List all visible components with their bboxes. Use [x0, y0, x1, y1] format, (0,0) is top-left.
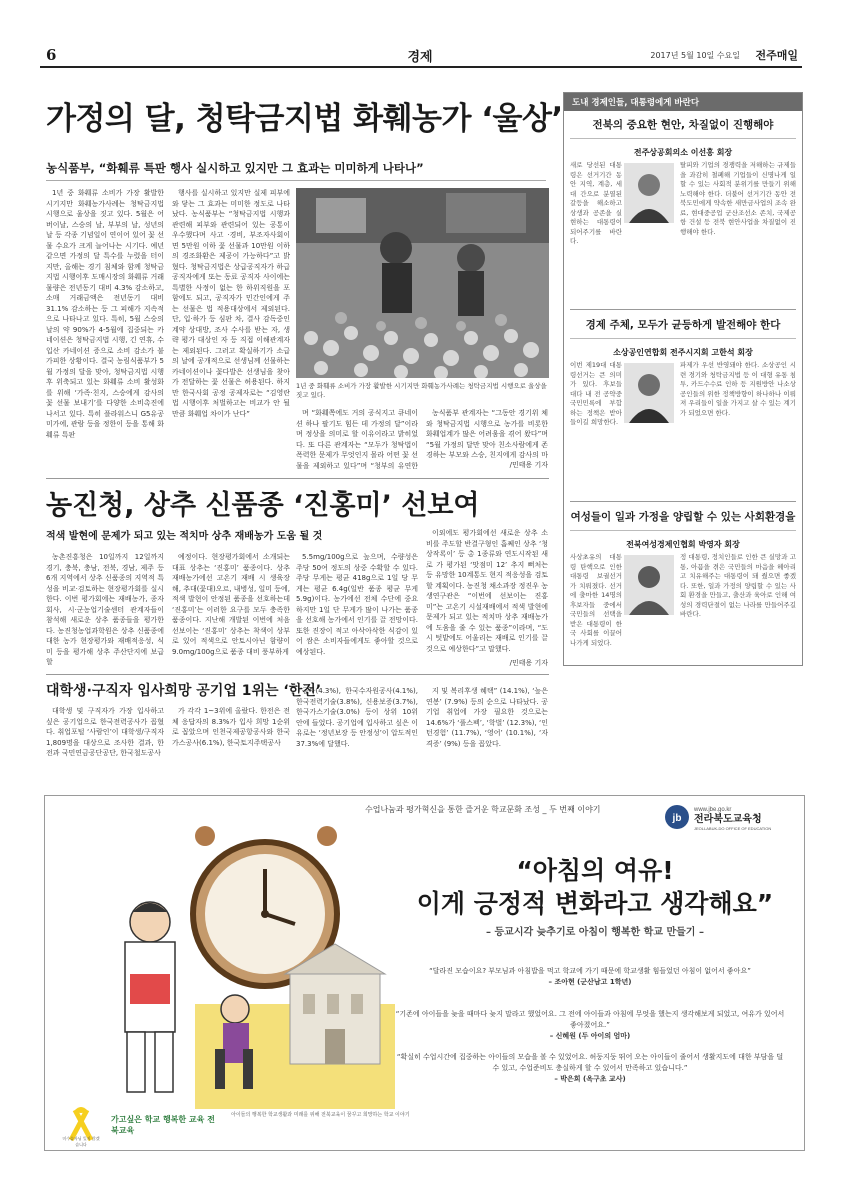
- sidebar-economists: [563, 92, 803, 666]
- article2-column-4: 이외에도 평가회에선 새로운 상추 소비를 주도할 반결구형인 흡쩨인 상추 ‘청상작록이’ 등 총 1종류와 연도시작된 새로 가 평가된 ‘맛점미 12’ 추지 뻐처는 등 유망한 10계통도 현지 적응성을 검토할 계획이다. 농진청 채소과장 정진우 농생연구관은 “이번에 선보이는 진홍미”는 고온기 시설재배에서 적색 발현에 문제가 되고 있는 적치마 상추 재배농가에 도움을 줄 수 있는 품종”이라며, “도시 텃밭에도 어울리는 재배로 인기를 끌 것으로 예상한다”고 말했다.: [426, 529, 548, 653]
- article2-byline: /민태용 기자: [509, 659, 548, 667]
- ad-top-text: 수업나눔과 평가혁신을 통한 즐거운 학교문화 조성 _ 두 번째 이야기: [365, 805, 601, 814]
- education-office-logo: [664, 802, 794, 832]
- portrait-photo: [624, 555, 674, 615]
- article1-column-1: 1년 중 화훼류 소비가 가장 활발한 시기지만 화훼농가사례는 청탁금지법 시행으로 울상을 짓고 있다. 5월은 어버이날, 스승의 날, 부부의 날, 성년의 날 등 각종 기념일이 연이어 있어 꽃 선물 수요가 크게 늘어나는 시기다. 예년 같으면 가정의 달 특수를 누렸을 터이지만, 올해는 경기 침체와 함께 청탁금지법 시행이후 도매시장의 화훼류 거래물량은 전년동기 대비 4.3% 감소하고, 소매 거래금액은 전년동기 대비 31.1% 감소하는 등 그 피해가 지속적으로 나타나고 있다. 특히, 5월 스승의날의 약 90%가 4-5월에 집중되는 카네이션은 청탁금지법 시행, 긴 연휴, 수입산 카네이션 증으로 소비 감소가 불가피한 상황이다. 결국 농림식품부가 5월 가정의 달을 맞아, 청탁금지법 시행 후 위축되고 있는 화훼류 소비 활성화를 위해 ‘가족·친지, 스승에게 감사의 꽃 선물 보내기’를 다양한 소비촉진에 나서고 있다. 특히 플라워스니 G5유공미가에, 관람 등을 정한이 등을 통해 화훼류 특판: [46, 189, 164, 439]
- article3-column-1: 대학생 및 구직자가 가장 입사하고 싶은 공기업으로 한국전력공사가 꼽혔다. 취업포털 ‘사람인’이 대학생/구직자 1,809명을 대상으로 조사한 결과, 한전과 국민연금공단공단, 한국철도공사: [46, 707, 164, 757]
- article1-photo: [296, 188, 549, 378]
- article-divider: [46, 478, 549, 479]
- article1-column-4: 농식품부 관계자는 “그동안 경기위 체와 청탁금지법 시행으로 농가를 비롯한 화훼업계가 많은 어려움을 겪어 왔다”며 “5월 가정의 달만 맞아 친소사람에게 존경하는 부모와 스승, 친지에게 감사의 마: [426, 409, 548, 459]
- ad-footer: [61, 1106, 481, 1147]
- paper-name: 전주매일: [755, 49, 798, 62]
- ad-quote-2: “기존에 아이들을 늦을 때마다 늦지 말라고 했었어요. 그 전에 아이들과 아침에 무엇을 했는지 생각해보게 되었고, 여유가 있어서 좋아졌어요.” – 신혜원 (두 아이의 엄마): [395, 1010, 785, 1040]
- article1-column-2: 행사를 실시하고 있지만 실제 피부에 와 닿는 그 효과는 미미한 정도로 나타났다. 농식품부는 “청탁금지법 시행과 관련해 피부와 관련되어 있는 공통이 우수했다며 사고 ·경비, 부조자사회이면 5만원 이하 꽃 선물과 10만원 이하의 경조화환은 제공이 가능하다”고 밝혔다. 청탁금지법은 상급공직자가 하급 공직자에게 또는 동료 공직자 사이에는 특별한 사정이 없는 한 하위직원을 포함에도 되고, 공직자가 민간인에게 주는 선물은 법 적용대상에서 제외된다. 단, 입·하가 등 심판 차, 결사 감독중인 계약 상대방, 조사 수사를 받는 자, 생략 평가 대상인 자 등 직접 이해관계자는 제외된다. 그러고 확실하기가 소급의 날에 공개적으로 선생님께 선물하는 카네이션이나 꽃다발은 선생님을 찾아가 전달하는 꽃 선물은 허용된다. 하지만 한국사회 공정 공제자로는 “김영란법 시행이후 처벌하고는 비교가 안 될 만큼 화훼업 차이가 난다”: [172, 189, 290, 418]
- portrait-photo: [624, 163, 674, 223]
- sidebar-item-3: [564, 505, 802, 665]
- svg-text:jb: jb: [672, 813, 682, 824]
- article3-column-2: 가 각각 1~3위에 올랐다. 한전은 전체 응답자의 8.3%가 입사 희망 1순위로 꼽았으며 인천국제공항공사와 한국가스공사(6.1%), 한국토지주택공사: [172, 707, 290, 747]
- ad-quote-1: “달라진 모습이요? 부모님과 아침밥을 먹고 학교에 가기 때문에 학교생활 힘들었던 아침이 없어서 좋아요” – 조아현 (군산남고 1학년): [429, 967, 751, 986]
- article2-column-3: 5.5mg/100g으로 높으며, 수량성은 주당 50여 정도의 상중 수확할 수 있다. 주당 무게는 평균 418g으로 1일 당 무게는 평균 6.4g(일반 품종 평균 무게 5.9g)이다. 농가에선 전체 수단에 중요하지만 1일 단 무게가 많이 나가는 품종을 선호해 농가에서 인기를 끌 전망이다. 또한 진장이 적고 아삭아삭한 식감이 있어 쌈은 소비자들에게도 좋아할 것으로 예상된다.: [296, 553, 418, 656]
- ad-headline-1: “아침의 여유!: [516, 856, 674, 885]
- ad-bottom-note: 아이들의 행복한 학교생활과 미래를 위해 전북교육이 꿈꾸고 희망하는 학교 이야기: [231, 1112, 410, 1118]
- sidebar-item-text-right: 정 대통령, 정치인들로 인한 큰 실망과 고통, 아픔을 겪은 국민들의 마음을 헤아리고 치유해주는 대통령이 돼 줬으면 좋겠다. 또한, 일과 가정의 양립할 수 있는 사회 환경을 만들고, 출산과 육아로 인해 여성의 경력단절이 없는 나라를 만들어주길 바란다.: [680, 553, 796, 618]
- sidebar-item-2: [564, 313, 802, 498]
- ad-tagline: – 등교시각 늦추기로 아침이 행복한 학교 만들기 –: [486, 927, 704, 938]
- article-divider: [46, 674, 549, 675]
- ribbon-caption: 미수습자님 잊지 않겠습니다: [62, 1136, 100, 1147]
- sidebar-item-text-right: 탈피와 기업의 경쟁력을 저해하는 규제들을 과감히 철폐해 기업들이 신명나게 일할 수 있는 사회적 분위기를 만들기 위해 노력해야 한다. 더불어 선거기간 동안 전북도민에게 약속한 새만금사업의 조속 완료, 현대중공업 군산조선소 존치, 국제공항 건설 등 전북 현안사업을 차질없이 진행해야 한다.: [680, 161, 796, 236]
- issue-date: 2017년 5월 10일 수요일: [650, 51, 740, 60]
- ad-org-sub: JEOLLABUK-DO OFFICE OF EDUCATION: [694, 826, 772, 831]
- flower-market-photo: [296, 188, 549, 378]
- page-number: 6: [46, 46, 57, 64]
- article1-headline[interactable]: 가정의 달, 청탁금지법 화훼농가 ‘울상’: [46, 101, 563, 137]
- article2-subheadline: 적색 발현에 문제가 되고 있는 적치마 상추 재배농가 도움 될 것: [46, 531, 323, 542]
- article1-byline: /민태용 기자: [509, 461, 548, 469]
- section-title: 경제: [407, 50, 433, 65]
- sidebar-item-text-left: 사상초유의 대통령 탄핵으로 인한 대통령 보궐선거가 치뤄졌다. 선거에 출마한 14명의 후보자들 중에서 국민들의 선택을 받은 대통령이 한국 사회를 이끌어 나가게 되었다.: [570, 553, 622, 647]
- sidebar-item-text-right: 파제가 우선 반영돼야 한다. 소상공인 시련 경기와 청탁금지법 등 이 대형 유통 침투, 카드수수료 인하 등 지원방안 나소상공인들의 위한 정책방향이 하나하나 이뤄져 우리들이 일을 가지고 살 수 있는 계기가 되었으면 한다.: [680, 361, 796, 417]
- portrait-photo: [624, 363, 674, 423]
- sidebar-item-person: 소상공인연합회 전주시지회 고한석 회장: [613, 348, 753, 357]
- ad-brand-slogan: 가고싶은 학교 행복한 교육 전북교육: [111, 1115, 215, 1135]
- page-header: [40, 42, 802, 68]
- sidebar-item-title[interactable]: 경제 주체, 모두가 균등하게 발전해야 한다: [570, 313, 796, 339]
- ad-org-name: 전라북도교육청: [694, 814, 762, 825]
- article2-column-1: 농촌진흥청은 10일까지 12일까지 경기, 충북, 충남, 전북, 경남, 제주 등 6개 지역에서 상추 신품종의 지역적 특성을 비교·검토하는 현장평가회를 실시한다. 이번 평가회에는 재배농가, 종자회사, 시·군농업기술센터 관계자들이 참석해 새로운 상추 품종들을 평가한다. 농진청농업과학원은 상추 신품종에 대한 농가 현장평가와 재배적응성, 식미 등을 평가해 상추 주산단지에 보급할: [46, 553, 164, 666]
- article3-column-3: 공사(4.3%), 한국수자원공사(4.1%), 한국전력기술(3.8%), 신용보증(3.7%), 한국가스기술(3.0%) 등이 상위 10위 안에 들었다. 공기업에 입사하고 싶은 이유로는 ‘정년보장 등 안정성’이 압도적인 37.3%에 달했다.: [296, 687, 418, 748]
- article2-headline[interactable]: 농진청, 상추 신품종 ‘진홍미’ 선보여: [46, 490, 480, 521]
- article1-column-3: 며 “화훼쪽에도 거의 공식지고 큐네이션 하나 팔기도 힘든 데 가정의 달”이라며 정상을 의미로 할 이유이라고 밝히었다. 또 다른 관계자는 “모두가 청탁법이 폭력한 문제가 무엇인지 몰라 어떤 꽃 선물을 제외하고 있다”며 “청부의 유연한: [296, 409, 418, 470]
- sidebar-item-1: [564, 113, 802, 308]
- article3-headline[interactable]: 대학생·구직자 입사희망 공기업 1위는 ‘한전’: [46, 683, 322, 699]
- article3-column-4: 지 및 복리후생 혜택” (14.1%), ‘높은 연봉’ (7.9%) 등의 순으로 나타났다. 공기업 취업에 가장 필요한 것으로는 14.6%가 ‘풀스펙’, ‘학벌’ (12.3%), ‘인턴경험’ (11.7%), ‘영어’ (10.1%), ‘자격증’ (9%) 등을 꼽았다.: [426, 687, 548, 748]
- sidebar-item-text-left: 새로 당선된 대통령은 선거기간 동안 지역, 계층, 세대 간으로 분열된 갈등을 해소하고 상생과 공존을 실현하는 대통령이 되어주기를 바란다.: [570, 161, 622, 245]
- ad-quote-3: “확실히 수업시간에 집중하는 아이들의 모습을 볼 수 있었어요. 허둥지둥 뛰어 오는 아이들이 줄어서 생활지도에 대한 부담을 덜 수 있고, 수업준비도 충실하게 할 수 있어서 만족하고 있습니다.” – 박은희 (옥구초 교사): [396, 1053, 784, 1083]
- sidebar-item-text-left: 이번 제19대 대통령선거는 큰 의미가 있다. 후보들 대다 내 전 공약중 국민민록에 부합하는 정책은 받아들이길 희망한다.: [570, 361, 622, 426]
- article2-column-2: 예정이다. 현장평가회에서 소개되는 대표 상추는 ‘진홍미’ 품종이다. 상추 재배농가에선 고온기 재배 시 생육장해, 추대(꽃대)오르, 내병성, 일미 등에, 적색 발현이 안정된 품종을 선호하는데 ‘진홍미’는 이러한 요구를 모두 충족한 품종이다. 지난해 개발된 이번에 처음 선보이는 ‘진홍미’ 상추는 착색이 상부로 있어 적색으로 안토시아닌 함량이 9.0mg/100g으로 품종 대비 풍부하게: [172, 553, 290, 656]
- sidebar-divider: [570, 501, 796, 502]
- sidebar-divider: [570, 309, 796, 310]
- sidebar-item-person: 전북여성경제인협회 박영자 회장: [626, 540, 740, 549]
- ad-org-url: www.jbe.go.kr: [694, 807, 732, 813]
- article1-photo-caption: 1년 중 화훼류 소비가 가장 활발한 시기지만 화훼농가사례는 청탁금지법 시행으로 울상을 짓고 있다.: [296, 382, 547, 399]
- education-office-ad[interactable]: [44, 795, 805, 1151]
- article1-subheadline: 농식품부, “화훼류 특판 행사 실시하고 있지만 그 효과는 미미하게 나타나”: [46, 160, 546, 181]
- ad-headline-2: 이게 긍정적 변화라고 생각해요”: [416, 889, 774, 918]
- sidebar-item-person: 전주상공회의소 이선홍 회장: [633, 148, 733, 157]
- ad-illustration: [55, 824, 395, 1109]
- sidebar-item-title[interactable]: 여성들이 일과 가정을 양립할 수 있는 사회환경을: [570, 505, 796, 531]
- sidebar-banner: 도내 경제인들, 대통령에게 바란다: [564, 93, 802, 111]
- sidebar-item-title[interactable]: 전북의 중요한 현안, 차질없이 진행해야: [570, 113, 796, 139]
